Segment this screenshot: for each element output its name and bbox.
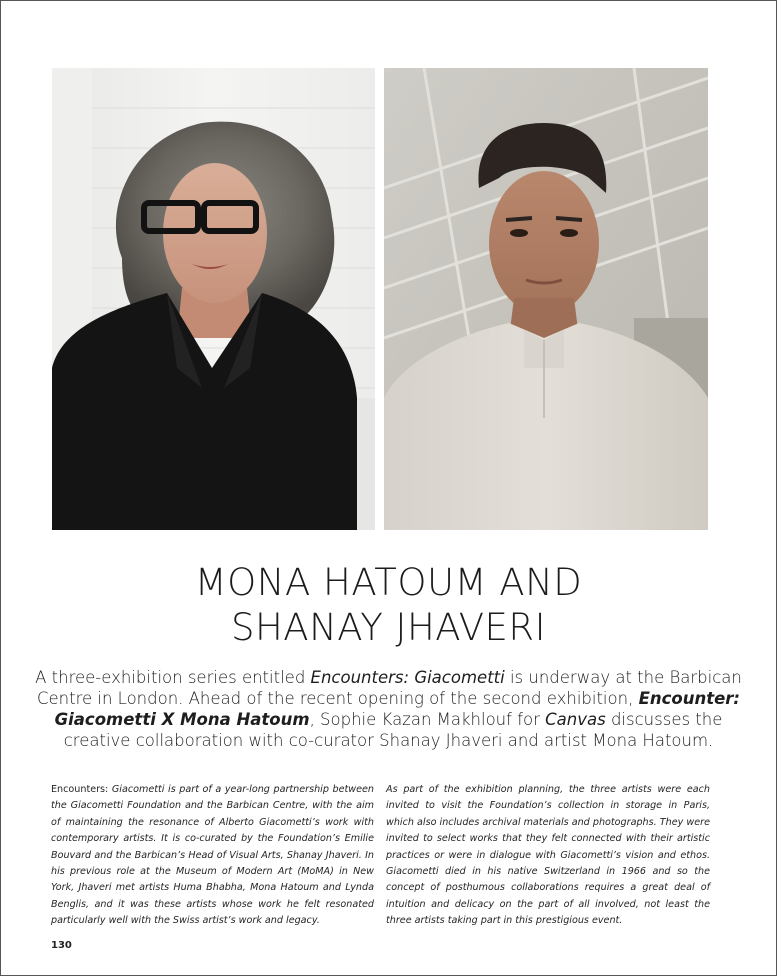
article-title-line-2: SHANAY JHAVERI (230, 606, 547, 649)
page-number: 130 (51, 940, 72, 951)
body-left-lead-in: Encounters: (51, 784, 112, 795)
portrait-photo-right (384, 68, 708, 530)
article-title (0, 560, 777, 650)
body-left-text: Giacometti is part of a year-long partnership between the Giacometti Foundation and the Barbican Centre, with the aim of maintaining the resonance of Alberto Giacometti’s work with contemporary artists. It is co-curated by the Foundation’s Emilie Bouvard and the Barbican’s Head of Visual Arts, Shanay Jhaveri. In his previous role at the Museum of Modern Art (MoMA) in New York, Jhaveri met artists Huma Bhabha, Mona Hatoum and Lynda Benglis, and it was these artists whose work he felt resonated particularly well with the Swiss artist’s work and legacy. (51, 784, 374, 927)
lead-text-2: is underway at the Barbican Centre in London. Ahead of the recent opening of the second exhibition, (36, 668, 742, 708)
lead-text-1: A three-exhibition series entitled (35, 668, 311, 687)
lead-emphasis-magazine: Canvas (545, 710, 606, 729)
article-lead (30, 667, 747, 751)
portrait-photo-left (52, 68, 375, 530)
lead-text-3: , Sophie Kazan Makhlouf for (309, 710, 546, 729)
body-right-text: As part of the exhibition planning, the three artists were each invited to visit the Foundation’s collection in storage in Paris, which also includes archival materials and photographs. They were invited to select works that they felt connected with their artistic practices or were in dialogue with Giacometti’s vision and ethos. Giacometti died in his native Switzerland in 1966 and so the concept of posthumous collaborations requires a great deal of intuition and delicacy on the part of all involved, not least the three artists taking part in this prestigious event. (386, 784, 710, 927)
lead-emphasis-series: Encounters: Giacometti (310, 668, 505, 687)
article-title-line-1: MONA HATOUM AND (194, 561, 583, 604)
lead-text-4: discusses the creative collaboration with co-curator Shanay Jhaveri and artist Mona Hatoum. (63, 710, 723, 750)
body-column-left (51, 782, 374, 930)
lead-exhibition-name: Encounter: Giacometti X Mona Hatoum (54, 689, 741, 729)
body-column-right (386, 782, 710, 930)
